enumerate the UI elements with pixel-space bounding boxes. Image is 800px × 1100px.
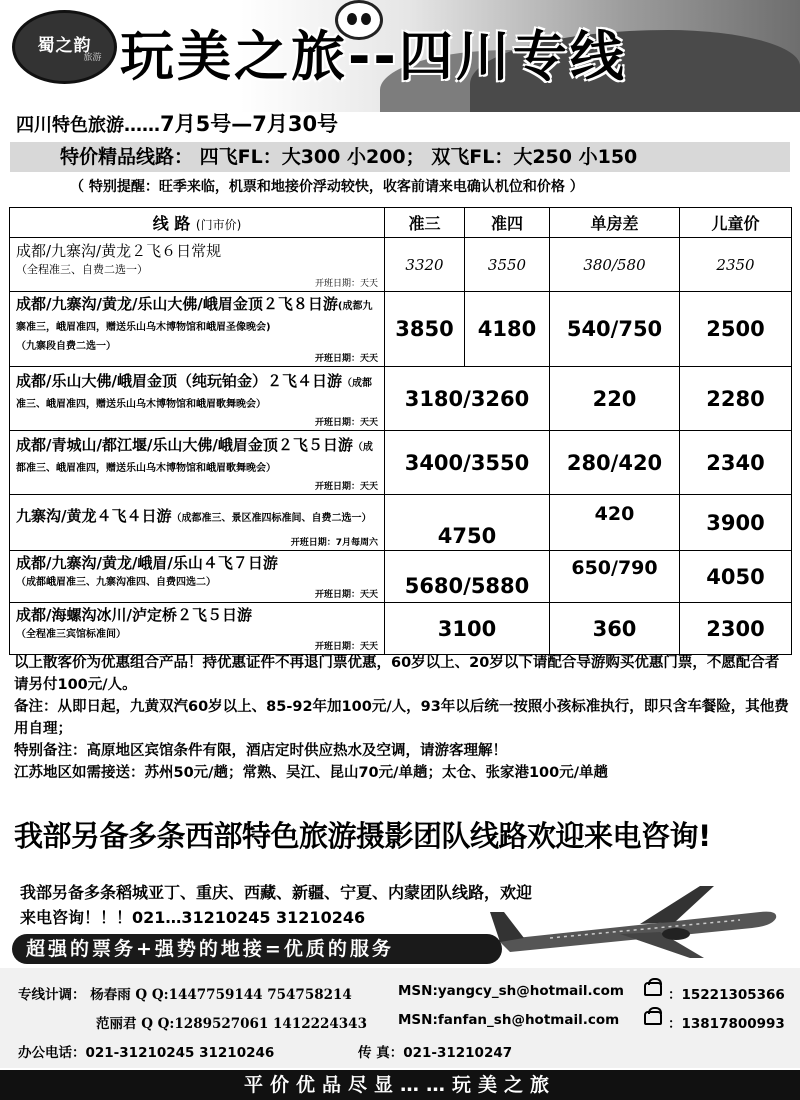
price-std4: 3550 <box>465 238 550 292</box>
contact-name: 杨春雨 <box>90 987 131 1003</box>
table-row <box>10 292 792 367</box>
header-single: 单房差 <box>550 208 680 238</box>
table-row <box>10 238 792 292</box>
price-single: 420 <box>550 495 680 551</box>
service-slogan-bar: 超强的票务+强势的地接=优质的服务 <box>12 934 502 964</box>
header-child: 儿童价 <box>680 208 792 238</box>
footer-slogan: 平价优品尽显……玩美之旅 <box>0 1070 800 1100</box>
price-std: 3180/3260 <box>385 367 550 431</box>
price-single: 280/420 <box>550 431 680 495</box>
note-paragraph: 备注：从即日起，九黄双汽60岁以上、85-92年加100元/人，93年以后统一按照小孩标准执行，即只含车餐险，其他费用自理； <box>14 699 789 737</box>
route-name: 成都/九寨沟/黄龙２飞６日常规 <box>16 241 222 260</box>
price-single: 650/790 <box>550 551 680 603</box>
table-row <box>10 495 792 551</box>
route-cell <box>10 367 385 431</box>
price-std4: 4180 <box>465 292 550 367</box>
route-name: 九寨沟/黄龙４飞４日游（成都准三、景区准四标准间、自费二选一） <box>16 506 372 525</box>
price-single: 220 <box>550 367 680 431</box>
route-name: 成都/九寨沟/黄龙/峨眉/乐山４飞７日游 <box>16 554 278 572</box>
contact-row-1 <box>18 983 352 1003</box>
route-detail: (成都九寨准三，峨眉准四，赠送乐山乌木博物馆和峨眉圣像晚会) <box>16 301 373 333</box>
price-std: 5680/5880 <box>385 551 550 603</box>
route-note: （成都峨眉准三、九寨沟准四、自费四选二） <box>16 577 216 588</box>
route-cell <box>10 431 385 495</box>
contact-label: 专线计调： <box>18 987 86 1003</box>
route-cell <box>10 603 385 655</box>
route-note: （九寨段自费二选一） <box>16 341 116 352</box>
price-child: 2500 <box>680 292 792 367</box>
phone-icon <box>644 982 662 996</box>
reminder-text: （ 特别提醒：旺季来临，机票和地接价浮动较快，收客前请来电确认机位和价格 ） <box>70 179 584 195</box>
table-row <box>10 367 792 431</box>
route-name: 成都/乐山大佛/峨眉金顶（纯玩铂金）２飞４日游（成都准三、峨眉准四，赠送乐山乌木博物馆和峨眉歌舞晚会） <box>16 372 372 410</box>
price-child: 2340 <box>680 431 792 495</box>
note-paragraph: 特别备注：高原地区宾馆条件有限，酒店定时供应热水及空调，请游客理解！ <box>14 743 507 759</box>
special-price-band: 特价精品线路： 四飞FL：大300 小200； 双飞FL：大250 小150 <box>10 142 790 172</box>
subtitle <box>16 108 338 138</box>
open-date: 开班日期：天天 <box>314 354 378 364</box>
open-date: 开班日期：天天 <box>314 482 378 492</box>
header-std3: 准三 <box>385 208 465 238</box>
route-name: 成都/海螺沟冰川/泸定桥２飞５日游 <box>16 606 252 624</box>
price-child: 2280 <box>680 367 792 431</box>
contacts-section <box>0 968 800 1068</box>
office-phone: 办公电话：021-31210245 31210246 <box>18 1045 275 1061</box>
contact-msn: MSN:yangcy_sh@hotmail.com <box>398 983 624 999</box>
price-child: 4050 <box>680 551 792 603</box>
contact-phone: ：13817800993 <box>668 1016 785 1032</box>
logo-subtext: 旅游 <box>83 53 102 63</box>
route-cell <box>10 495 385 551</box>
price-std: 3400/3550 <box>385 431 550 495</box>
subtitle-dates: 7月5号—7月30号 <box>160 112 339 136</box>
table-row <box>10 431 792 495</box>
price-single: 540/750 <box>550 292 680 367</box>
price-child: 3900 <box>680 495 792 551</box>
open-date: 开班日期：天天 <box>314 279 378 289</box>
header-banner <box>0 0 800 112</box>
route-detail: （成都准三、峨眉准四，赠送乐山乌木博物馆和峨眉歌舞晚会） <box>16 378 372 410</box>
route-note: （全程准三宾馆标准间） <box>16 629 126 640</box>
route-note: （全程准三、自费二选一） <box>16 262 148 276</box>
table-row <box>10 603 792 655</box>
phone-icon <box>644 1011 662 1025</box>
open-date: 开班日期：天天 <box>314 642 378 652</box>
header-std4: 准四 <box>465 208 550 238</box>
agency-logo <box>12 10 117 84</box>
contact-phone: ：15221305366 <box>668 987 785 1003</box>
page-title: 玩美之旅--四川专线 <box>120 25 627 88</box>
header-route: 线 路 (门市价) <box>10 208 385 238</box>
price-std: 4750 <box>385 495 550 551</box>
price-single: 360 <box>550 603 680 655</box>
route-detail: （成都准三、景区准四标准间、自费二选一） <box>171 512 372 524</box>
table-row <box>10 551 792 603</box>
price-child: 2350 <box>680 238 792 292</box>
contact-msn: MSN:fanfan_sh@hotmail.com <box>398 1012 620 1028</box>
price-std3: 3850 <box>385 292 465 367</box>
airplane-icon <box>490 882 780 962</box>
open-date: 开班日期：天天 <box>314 418 378 428</box>
table-header-row <box>10 208 792 238</box>
note-paragraph: 以上散客价为优惠组合产品！持优惠证件不再退门票优惠，60岁以上、20岁以下请配合导游购买优惠门票，不愿配合者请另付100元/人。 <box>14 655 780 693</box>
notes-section <box>14 652 789 784</box>
price-std3: 3320 <box>385 238 465 292</box>
route-price-table <box>9 207 792 655</box>
price-child: 2300 <box>680 603 792 655</box>
contact-name: 范丽君 <box>96 1016 137 1032</box>
promo-slogan: 我部另备多条西部特色旅游摄影团队线路欢迎来电咨询! <box>14 819 711 853</box>
route-cell <box>10 238 385 292</box>
contact-qq: Q Q:1447759144 754758214 <box>135 987 352 1003</box>
route-cell <box>10 551 385 603</box>
logo-text: 蜀之韵 <box>37 36 92 56</box>
open-date: 开班日期：7月每周六 <box>290 538 378 548</box>
fax-number: 传 真：021-31210247 <box>358 1045 513 1061</box>
route-detail: （成都准三、峨眉准四，赠送乐山乌木博物馆和峨眉歌舞晚会） <box>16 442 373 474</box>
route-name: 成都/青城山/都江堰/乐山大佛/峨眉金顶２飞５日游（成都准三、峨眉准四，赠送乐山乌木博物馆和峨眉歌舞晚会） <box>16 436 373 474</box>
more-routes-text: 我部另备多条稻城亚丁、重庆、西藏、新疆、宁夏、内蒙团队线路，欢迎来电咨询！！！021…31210245 31210246 <box>20 883 533 927</box>
contact-qq: Q Q:1289527061 1412224343 <box>141 1016 367 1032</box>
subtitle-prefix: 四川特色旅游…… <box>16 115 160 136</box>
open-date: 开班日期：天天 <box>314 590 378 600</box>
price-single: 380/580 <box>550 238 680 292</box>
contact-row-2 <box>96 1012 367 1032</box>
route-name: 成都/九寨沟/黄龙/乐山大佛/峨眉金顶２飞８日游(成都九寨准三，峨眉准四，赠送乐山乌木博物馆和峨眉圣像晚会) <box>16 295 373 333</box>
route-cell <box>10 292 385 367</box>
price-std: 3100 <box>385 603 550 655</box>
note-paragraph: 江苏地区如需接送：苏州50元/趟；常熟、吴江、昆山70元/单趟；太仓、张家港100元/单趟 <box>14 765 609 781</box>
